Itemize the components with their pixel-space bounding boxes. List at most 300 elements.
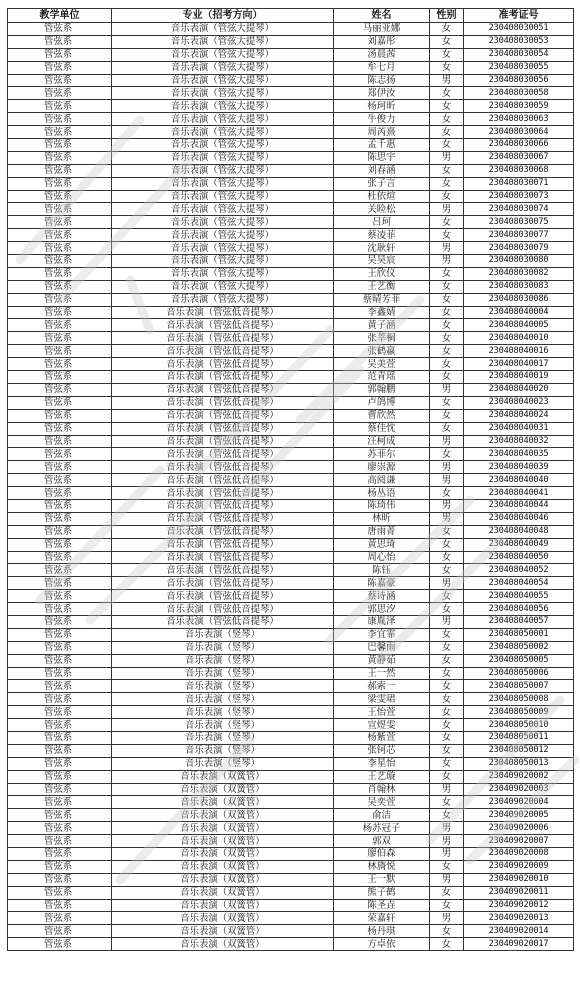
- cell-gender: 女: [430, 216, 464, 229]
- header-exam-number: 准考证号: [464, 9, 574, 23]
- cell-major: 音乐表演（管弦大提琴）: [112, 48, 334, 61]
- cell-gender: 男: [430, 822, 464, 835]
- cell-teaching-unit: 管弦系: [8, 139, 112, 152]
- cell-student-name: 陈圣垚: [334, 899, 430, 912]
- cell-major: 音乐表演（管弦低音提琴）: [112, 512, 334, 525]
- cell-gender: 女: [430, 925, 464, 938]
- cell-exam-number: 230408030053: [464, 35, 574, 48]
- table-row: [8, 886, 574, 899]
- table-row: [8, 345, 574, 358]
- table-row: [8, 177, 574, 190]
- cell-teaching-unit: 管弦系: [8, 564, 112, 577]
- cell-exam-number: 230409020017: [464, 938, 574, 951]
- cell-major: 音乐表演（管弦大提琴）: [112, 139, 334, 152]
- cell-major: 音乐表演（竖琴）: [112, 744, 334, 757]
- cell-exam-number: 230408050012: [464, 744, 574, 757]
- cell-gender: 男: [430, 74, 464, 87]
- cell-teaching-unit: 管弦系: [8, 899, 112, 912]
- table-row: [8, 164, 574, 177]
- cell-exam-number: 230408050009: [464, 706, 574, 719]
- cell-teaching-unit: 管弦系: [8, 216, 112, 229]
- cell-student-name: 蔡佳忱: [334, 422, 430, 435]
- cell-student-name: 张子言: [334, 177, 430, 190]
- cell-major: 音乐表演（双簧管）: [112, 835, 334, 848]
- cell-gender: 女: [430, 306, 464, 319]
- cell-student-name: 李宜霏: [334, 628, 430, 641]
- cell-exam-number: 230408030079: [464, 242, 574, 255]
- cell-major: 音乐表演（管弦低音提琴）: [112, 319, 334, 332]
- cell-student-name: 黄思琦: [334, 538, 430, 551]
- cell-exam-number: 230408040052: [464, 564, 574, 577]
- cell-major: 音乐表演（管弦低音提琴）: [112, 603, 334, 616]
- cell-gender: 女: [430, 796, 464, 809]
- cell-major: 音乐表演（管弦低音提琴）: [112, 538, 334, 551]
- cell-teaching-unit: 管弦系: [8, 87, 112, 100]
- cell-student-name: 梁雯珺: [334, 693, 430, 706]
- table-row: [8, 835, 574, 848]
- cell-major: 音乐表演（管弦低音提琴）: [112, 590, 334, 603]
- table-row: [8, 706, 574, 719]
- cell-teaching-unit: 管弦系: [8, 886, 112, 899]
- cell-exam-number: 230408040048: [464, 525, 574, 538]
- cell-gender: 女: [430, 757, 464, 770]
- table-row: [8, 151, 574, 164]
- cell-gender: 女: [430, 744, 464, 757]
- cell-exam-number: 230408030073: [464, 190, 574, 203]
- table-row: [8, 809, 574, 822]
- cell-major: 音乐表演（管弦大提琴）: [112, 177, 334, 190]
- cell-student-name: 杨丛语: [334, 487, 430, 500]
- table-row: [8, 615, 574, 628]
- cell-teaching-unit: 管弦系: [8, 770, 112, 783]
- table-row: [8, 925, 574, 938]
- table-row: [8, 190, 574, 203]
- cell-student-name: 宣煜雯: [334, 719, 430, 732]
- cell-student-name: 杜依煊: [334, 190, 430, 203]
- cell-teaching-unit: 管弦系: [8, 100, 112, 113]
- cell-gender: 男: [430, 383, 464, 396]
- cell-student-name: 张钶芯: [334, 744, 430, 757]
- table-row: [8, 757, 574, 770]
- cell-major: 音乐表演（管弦大提琴）: [112, 35, 334, 48]
- cell-gender: 女: [430, 100, 464, 113]
- cell-gender: 女: [430, 422, 464, 435]
- cell-exam-number: 230409020009: [464, 860, 574, 873]
- cell-student-name: 刘嘉彤: [334, 35, 430, 48]
- cell-major: 音乐表演（管弦大提琴）: [112, 87, 334, 100]
- table-row: [8, 551, 574, 564]
- cell-teaching-unit: 管弦系: [8, 860, 112, 873]
- cell-teaching-unit: 管弦系: [8, 151, 112, 164]
- cell-exam-number: 230408030086: [464, 293, 574, 306]
- cell-exam-number: 230408040031: [464, 422, 574, 435]
- cell-exam-number: 230408050001: [464, 628, 574, 641]
- cell-teaching-unit: 管弦系: [8, 345, 112, 358]
- cell-teaching-unit: 管弦系: [8, 835, 112, 848]
- cell-major: 音乐表演（管弦大提琴）: [112, 61, 334, 74]
- cell-student-name: 王欣仪: [334, 267, 430, 280]
- table-row: [8, 448, 574, 461]
- cell-exam-number: 230408040056: [464, 603, 574, 616]
- cell-gender: 女: [430, 396, 464, 409]
- cell-major: 音乐表演（管弦低音提琴）: [112, 332, 334, 345]
- table-row: [8, 255, 574, 268]
- cell-gender: 女: [430, 164, 464, 177]
- table-row: [8, 603, 574, 616]
- table-row: [8, 590, 574, 603]
- cell-exam-number: 230408040017: [464, 358, 574, 371]
- table-row: [8, 396, 574, 409]
- cell-gender: 女: [430, 139, 464, 152]
- cell-exam-number: 230408040023: [464, 396, 574, 409]
- header-name: 姓名: [334, 9, 430, 23]
- cell-student-name: 王艺璇: [334, 770, 430, 783]
- cell-exam-number: 230408030056: [464, 74, 574, 87]
- cell-student-name: 郭翰鹏: [334, 383, 430, 396]
- cell-exam-number: 230408040046: [464, 512, 574, 525]
- cell-gender: 女: [430, 371, 464, 384]
- cell-student-name: 杨紫萱: [334, 731, 430, 744]
- cell-student-name: 马丽亚娜: [334, 23, 430, 36]
- cell-major: 音乐表演（管弦大提琴）: [112, 216, 334, 229]
- cell-exam-number: 230408040010: [464, 332, 574, 345]
- cell-exam-number: 230409020002: [464, 770, 574, 783]
- table-row: [8, 912, 574, 925]
- cell-student-name: 周心怡: [334, 551, 430, 564]
- cell-teaching-unit: 管弦系: [8, 229, 112, 242]
- cell-teaching-unit: 管弦系: [8, 925, 112, 938]
- cell-exam-number: 230408040019: [464, 371, 574, 384]
- cell-exam-number: 230408050006: [464, 667, 574, 680]
- cell-exam-number: 230408040055: [464, 590, 574, 603]
- cell-teaching-unit: 管弦系: [8, 461, 112, 474]
- cell-exam-number: 230409020014: [464, 925, 574, 938]
- cell-teaching-unit: 管弦系: [8, 873, 112, 886]
- cell-student-name: 肖翰林: [334, 783, 430, 796]
- cell-exam-number: 230409020006: [464, 822, 574, 835]
- cell-major: 音乐表演（管弦低音提琴）: [112, 383, 334, 396]
- cell-student-name: 牛俊力: [334, 113, 430, 126]
- cell-major: 音乐表演（管弦低音提琴）: [112, 306, 334, 319]
- cell-major: 音乐表演（双簧管）: [112, 770, 334, 783]
- cell-major: 音乐表演（双簧管）: [112, 860, 334, 873]
- table-row: [8, 680, 574, 693]
- cell-exam-number: 230409020005: [464, 809, 574, 822]
- cell-student-name: 杨苏冠子: [334, 822, 430, 835]
- cell-teaching-unit: 管弦系: [8, 809, 112, 822]
- cell-teaching-unit: 管弦系: [8, 512, 112, 525]
- cell-gender: 男: [430, 151, 464, 164]
- cell-major: 音乐表演（双簧管）: [112, 873, 334, 886]
- cell-major: 音乐表演（管弦大提琴）: [112, 113, 334, 126]
- cell-student-name: 陈嘉豪: [334, 577, 430, 590]
- cell-exam-number: 230408030083: [464, 280, 574, 293]
- cell-gender: 女: [430, 590, 464, 603]
- cell-exam-number: 230409020011: [464, 886, 574, 899]
- cell-exam-number: 230408030074: [464, 203, 574, 216]
- cell-student-name: 蔡凌菲: [334, 229, 430, 242]
- cell-major: 音乐表演（管弦低音提琴）: [112, 396, 334, 409]
- cell-major: 音乐表演（管弦低音提琴）: [112, 435, 334, 448]
- cell-exam-number: 230408040054: [464, 577, 574, 590]
- cell-major: 音乐表演（管弦大提琴）: [112, 255, 334, 268]
- cell-exam-number: 230408030054: [464, 48, 574, 61]
- cell-gender: 女: [430, 525, 464, 538]
- table-row: [8, 873, 574, 886]
- table-row: [8, 319, 574, 332]
- cell-student-name: 卢鸽博: [334, 396, 430, 409]
- cell-exam-number: 230408030066: [464, 139, 574, 152]
- cell-teaching-unit: 管弦系: [8, 126, 112, 139]
- cell-student-name: 吴奕萱: [334, 796, 430, 809]
- cell-student-name: 熊子鹤: [334, 886, 430, 899]
- cell-teaching-unit: 管弦系: [8, 615, 112, 628]
- table-row: [8, 113, 574, 126]
- cell-teaching-unit: 管弦系: [8, 203, 112, 216]
- cell-gender: 男: [430, 848, 464, 861]
- table-row: [8, 641, 574, 654]
- cell-exam-number: 230409020007: [464, 835, 574, 848]
- cell-major: 音乐表演（管弦大提琴）: [112, 100, 334, 113]
- cell-gender: 女: [430, 190, 464, 203]
- cell-gender: 女: [430, 628, 464, 641]
- admission-list-table: [7, 8, 574, 951]
- cell-major: 音乐表演（管弦大提琴）: [112, 164, 334, 177]
- cell-student-name: 郭双: [334, 835, 430, 848]
- cell-student-name: 方卓依: [334, 938, 430, 951]
- cell-teaching-unit: 管弦系: [8, 525, 112, 538]
- cell-student-name: 孟千惠: [334, 139, 430, 152]
- cell-major: 音乐表演（管弦大提琴）: [112, 280, 334, 293]
- cell-teaching-unit: 管弦系: [8, 757, 112, 770]
- cell-gender: 女: [430, 899, 464, 912]
- cell-major: 音乐表演（双簧管）: [112, 899, 334, 912]
- cell-exam-number: 230408040004: [464, 306, 574, 319]
- cell-exam-number: 230408050008: [464, 693, 574, 706]
- cell-gender: 男: [430, 461, 464, 474]
- cell-gender: 女: [430, 770, 464, 783]
- cell-teaching-unit: 管弦系: [8, 61, 112, 74]
- table-row: [8, 61, 574, 74]
- cell-exam-number: 230409020010: [464, 873, 574, 886]
- cell-student-name: 苏菲尔: [334, 448, 430, 461]
- cell-teaching-unit: 管弦系: [8, 577, 112, 590]
- table-row: [8, 126, 574, 139]
- cell-teaching-unit: 管弦系: [8, 487, 112, 500]
- cell-teaching-unit: 管弦系: [8, 474, 112, 487]
- table-row: [8, 693, 574, 706]
- cell-student-name: 廖伯森: [334, 848, 430, 861]
- cell-gender: 男: [430, 835, 464, 848]
- cell-gender: 女: [430, 667, 464, 680]
- cell-gender: 女: [430, 87, 464, 100]
- cell-student-name: 杨丹琪: [334, 925, 430, 938]
- cell-teaching-unit: 管弦系: [8, 306, 112, 319]
- cell-major: 音乐表演（竖琴）: [112, 654, 334, 667]
- cell-student-name: 郑伊汝: [334, 87, 430, 100]
- cell-major: 音乐表演（竖琴）: [112, 693, 334, 706]
- cell-exam-number: 230408040016: [464, 345, 574, 358]
- table-row: [8, 216, 574, 229]
- cell-student-name: 郭思汐: [334, 603, 430, 616]
- cell-gender: 男: [430, 512, 464, 525]
- cell-student-name: 吴昊宸: [334, 255, 430, 268]
- cell-student-name: 王艺衡: [334, 280, 430, 293]
- cell-exam-number: 230408050002: [464, 641, 574, 654]
- cell-exam-number: 230408030063: [464, 113, 574, 126]
- cell-major: 音乐表演（管弦低音提琴）: [112, 371, 334, 384]
- cell-teaching-unit: 管弦系: [8, 409, 112, 422]
- cell-gender: 男: [430, 615, 464, 628]
- cell-gender: 女: [430, 809, 464, 822]
- cell-student-name: 沈耿轩: [334, 242, 430, 255]
- cell-gender: 女: [430, 113, 464, 126]
- cell-exam-number: 230408030077: [464, 229, 574, 242]
- cell-gender: 女: [430, 177, 464, 190]
- table-row: [8, 719, 574, 732]
- cell-gender: 女: [430, 938, 464, 951]
- table-row: [8, 899, 574, 912]
- cell-teaching-unit: 管弦系: [8, 293, 112, 306]
- cell-gender: 女: [430, 345, 464, 358]
- cell-student-name: 王一然: [334, 667, 430, 680]
- cell-gender: 女: [430, 654, 464, 667]
- cell-gender: 女: [430, 332, 464, 345]
- cell-exam-number: 230408030055: [464, 61, 574, 74]
- table-row: [8, 87, 574, 100]
- cell-teaching-unit: 管弦系: [8, 177, 112, 190]
- cell-exam-number: 230408030068: [464, 164, 574, 177]
- cell-gender: 女: [430, 886, 464, 899]
- table-row: [8, 358, 574, 371]
- cell-teaching-unit: 管弦系: [8, 242, 112, 255]
- cell-teaching-unit: 管弦系: [8, 164, 112, 177]
- table-row: [8, 435, 574, 448]
- cell-teaching-unit: 管弦系: [8, 938, 112, 951]
- cell-major: 音乐表演（管弦大提琴）: [112, 151, 334, 164]
- cell-exam-number: 230408050011: [464, 731, 574, 744]
- cell-teaching-unit: 管弦系: [8, 731, 112, 744]
- cell-major: 音乐表演（管弦低音提琴）: [112, 564, 334, 577]
- cell-exam-number: 230409020013: [464, 912, 574, 925]
- cell-gender: 男: [430, 577, 464, 590]
- cell-gender: 女: [430, 680, 464, 693]
- cell-major: 音乐表演（管弦大提琴）: [112, 74, 334, 87]
- cell-exam-number: 230408030082: [464, 267, 574, 280]
- table-row: [8, 577, 574, 590]
- cell-gender: 女: [430, 126, 464, 139]
- cell-teaching-unit: 管弦系: [8, 628, 112, 641]
- cell-student-name: 张莘桐: [334, 332, 430, 345]
- cell-major: 音乐表演（管弦低音提琴）: [112, 577, 334, 590]
- cell-exam-number: 230408040024: [464, 409, 574, 422]
- cell-teaching-unit: 管弦系: [8, 744, 112, 757]
- cell-major: 音乐表演（竖琴）: [112, 706, 334, 719]
- cell-major: 音乐表演（双簧管）: [112, 886, 334, 899]
- cell-major: 音乐表演（竖琴）: [112, 757, 334, 770]
- cell-gender: 女: [430, 48, 464, 61]
- cell-student-name: 张鹤嬴: [334, 345, 430, 358]
- cell-exam-number: 230408040035: [464, 448, 574, 461]
- cell-gender: 女: [430, 551, 464, 564]
- cell-major: 音乐表演（竖琴）: [112, 719, 334, 732]
- table-row: [8, 203, 574, 216]
- table-row: [8, 538, 574, 551]
- cell-exam-number: 230408040041: [464, 487, 574, 500]
- cell-major: 音乐表演（管弦大提琴）: [112, 190, 334, 203]
- cell-teaching-unit: 管弦系: [8, 332, 112, 345]
- cell-student-name: 蔡诗涵: [334, 590, 430, 603]
- cell-exam-number: 230408040057: [464, 615, 574, 628]
- table-row: [8, 371, 574, 384]
- cell-student-name: 郝索一: [334, 680, 430, 693]
- cell-exam-number: 230408030051: [464, 23, 574, 36]
- cell-major: 音乐表演（双簧管）: [112, 783, 334, 796]
- cell-exam-number: 230408040032: [464, 435, 574, 448]
- cell-major: 音乐表演（双簧管）: [112, 925, 334, 938]
- cell-gender: 女: [430, 280, 464, 293]
- cell-major: 音乐表演（竖琴）: [112, 680, 334, 693]
- cell-teaching-unit: 管弦系: [8, 822, 112, 835]
- cell-student-name: 吕珂: [334, 216, 430, 229]
- cell-gender: 女: [430, 564, 464, 577]
- cell-major: 音乐表演（管弦大提琴）: [112, 242, 334, 255]
- cell-teaching-unit: 管弦系: [8, 551, 112, 564]
- cell-teaching-unit: 管弦系: [8, 280, 112, 293]
- table-row: [8, 654, 574, 667]
- cell-student-name: 陈琦伟: [334, 499, 430, 512]
- cell-exam-number: 230408040039: [464, 461, 574, 474]
- cell-teaching-unit: 管弦系: [8, 912, 112, 925]
- cell-major: 音乐表演（管弦大提琴）: [112, 267, 334, 280]
- cell-major: 音乐表演（管弦低音提琴）: [112, 345, 334, 358]
- cell-exam-number: 230408040040: [464, 474, 574, 487]
- table-row: [8, 139, 574, 152]
- cell-gender: 女: [430, 860, 464, 873]
- cell-gender: 女: [430, 229, 464, 242]
- cell-exam-number: 230408050010: [464, 719, 574, 732]
- cell-gender: 男: [430, 255, 464, 268]
- table-row: [8, 848, 574, 861]
- cell-teaching-unit: 管弦系: [8, 190, 112, 203]
- table-row: [8, 461, 574, 474]
- cell-student-name: 俞洁: [334, 809, 430, 822]
- cell-gender: 女: [430, 731, 464, 744]
- table-row: [8, 23, 574, 36]
- cell-major: 音乐表演（管弦大提琴）: [112, 229, 334, 242]
- cell-exam-number: 230408050013: [464, 757, 574, 770]
- cell-student-name: 廖崇源: [334, 461, 430, 474]
- cell-teaching-unit: 管弦系: [8, 783, 112, 796]
- cell-exam-number: 230409020008: [464, 848, 574, 861]
- cell-student-name: 巴馨雨: [334, 641, 430, 654]
- table-row: [8, 229, 574, 242]
- cell-gender: 女: [430, 293, 464, 306]
- cell-major: 音乐表演（管弦低音提琴）: [112, 448, 334, 461]
- cell-gender: 女: [430, 603, 464, 616]
- cell-exam-number: 230408040005: [464, 319, 574, 332]
- cell-student-name: 荣嘉轩: [334, 912, 430, 925]
- cell-major: 音乐表演（管弦低音提琴）: [112, 461, 334, 474]
- cell-student-name: 康胤泽: [334, 615, 430, 628]
- cell-student-name: 林旖悦: [334, 860, 430, 873]
- cell-gender: 女: [430, 641, 464, 654]
- cell-major: 音乐表演（管弦低音提琴）: [112, 551, 334, 564]
- cell-teaching-unit: 管弦系: [8, 680, 112, 693]
- cell-student-name: 李鑫婧: [334, 306, 430, 319]
- table-row: [8, 74, 574, 87]
- cell-exam-number: 230408030080: [464, 255, 574, 268]
